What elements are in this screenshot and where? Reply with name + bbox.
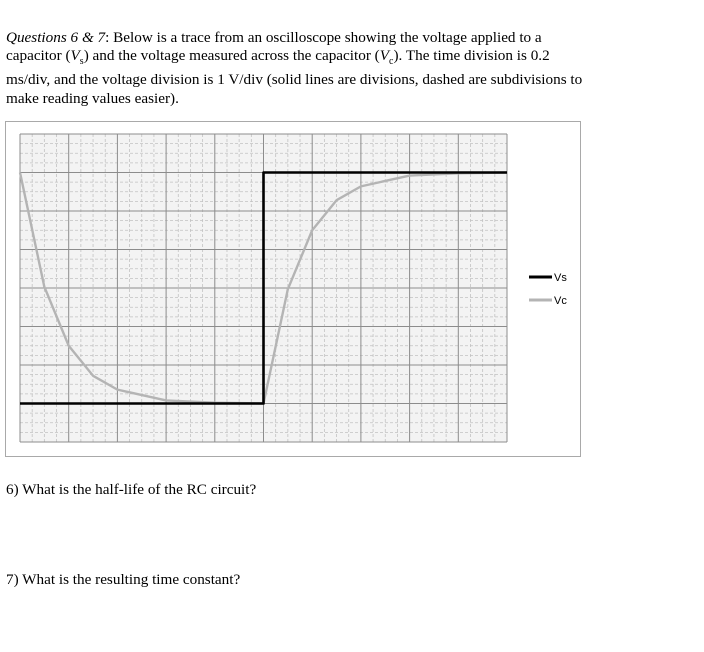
vc-subscript: c bbox=[389, 56, 394, 68]
legend bbox=[529, 272, 567, 307]
vs-symbol: V bbox=[70, 47, 80, 65]
questions-lead: Questions 6 & 7 bbox=[6, 29, 106, 46]
intro-text-1: : Below is a trace from an oscilloscope showing the voltage applied to a capacitor ( bbox=[6, 29, 542, 65]
legend-vs-label: Vs bbox=[554, 272, 567, 284]
question-6: 6) What is the half-life of the RC circuit? bbox=[6, 481, 257, 498]
legend-vc-label: Vc bbox=[554, 295, 567, 307]
question-intro-paragraph bbox=[6, 29, 596, 108]
oscilloscope-chart bbox=[6, 122, 582, 458]
intro-text-2: ) and the voltage measured across the capacitor ( bbox=[83, 47, 380, 65]
question-7: 7) What is the resulting time constant? bbox=[6, 571, 241, 588]
oscilloscope-figure bbox=[5, 121, 581, 457]
vs-subscript: s bbox=[79, 56, 84, 68]
vc-symbol: V bbox=[379, 47, 390, 65]
intro-text-3: ). The time division is 0.2 ms/div, and the voltage division is 1 V/div (solid lines are divisions, dashed are subdivisions to make reading values easier). bbox=[6, 47, 583, 107]
